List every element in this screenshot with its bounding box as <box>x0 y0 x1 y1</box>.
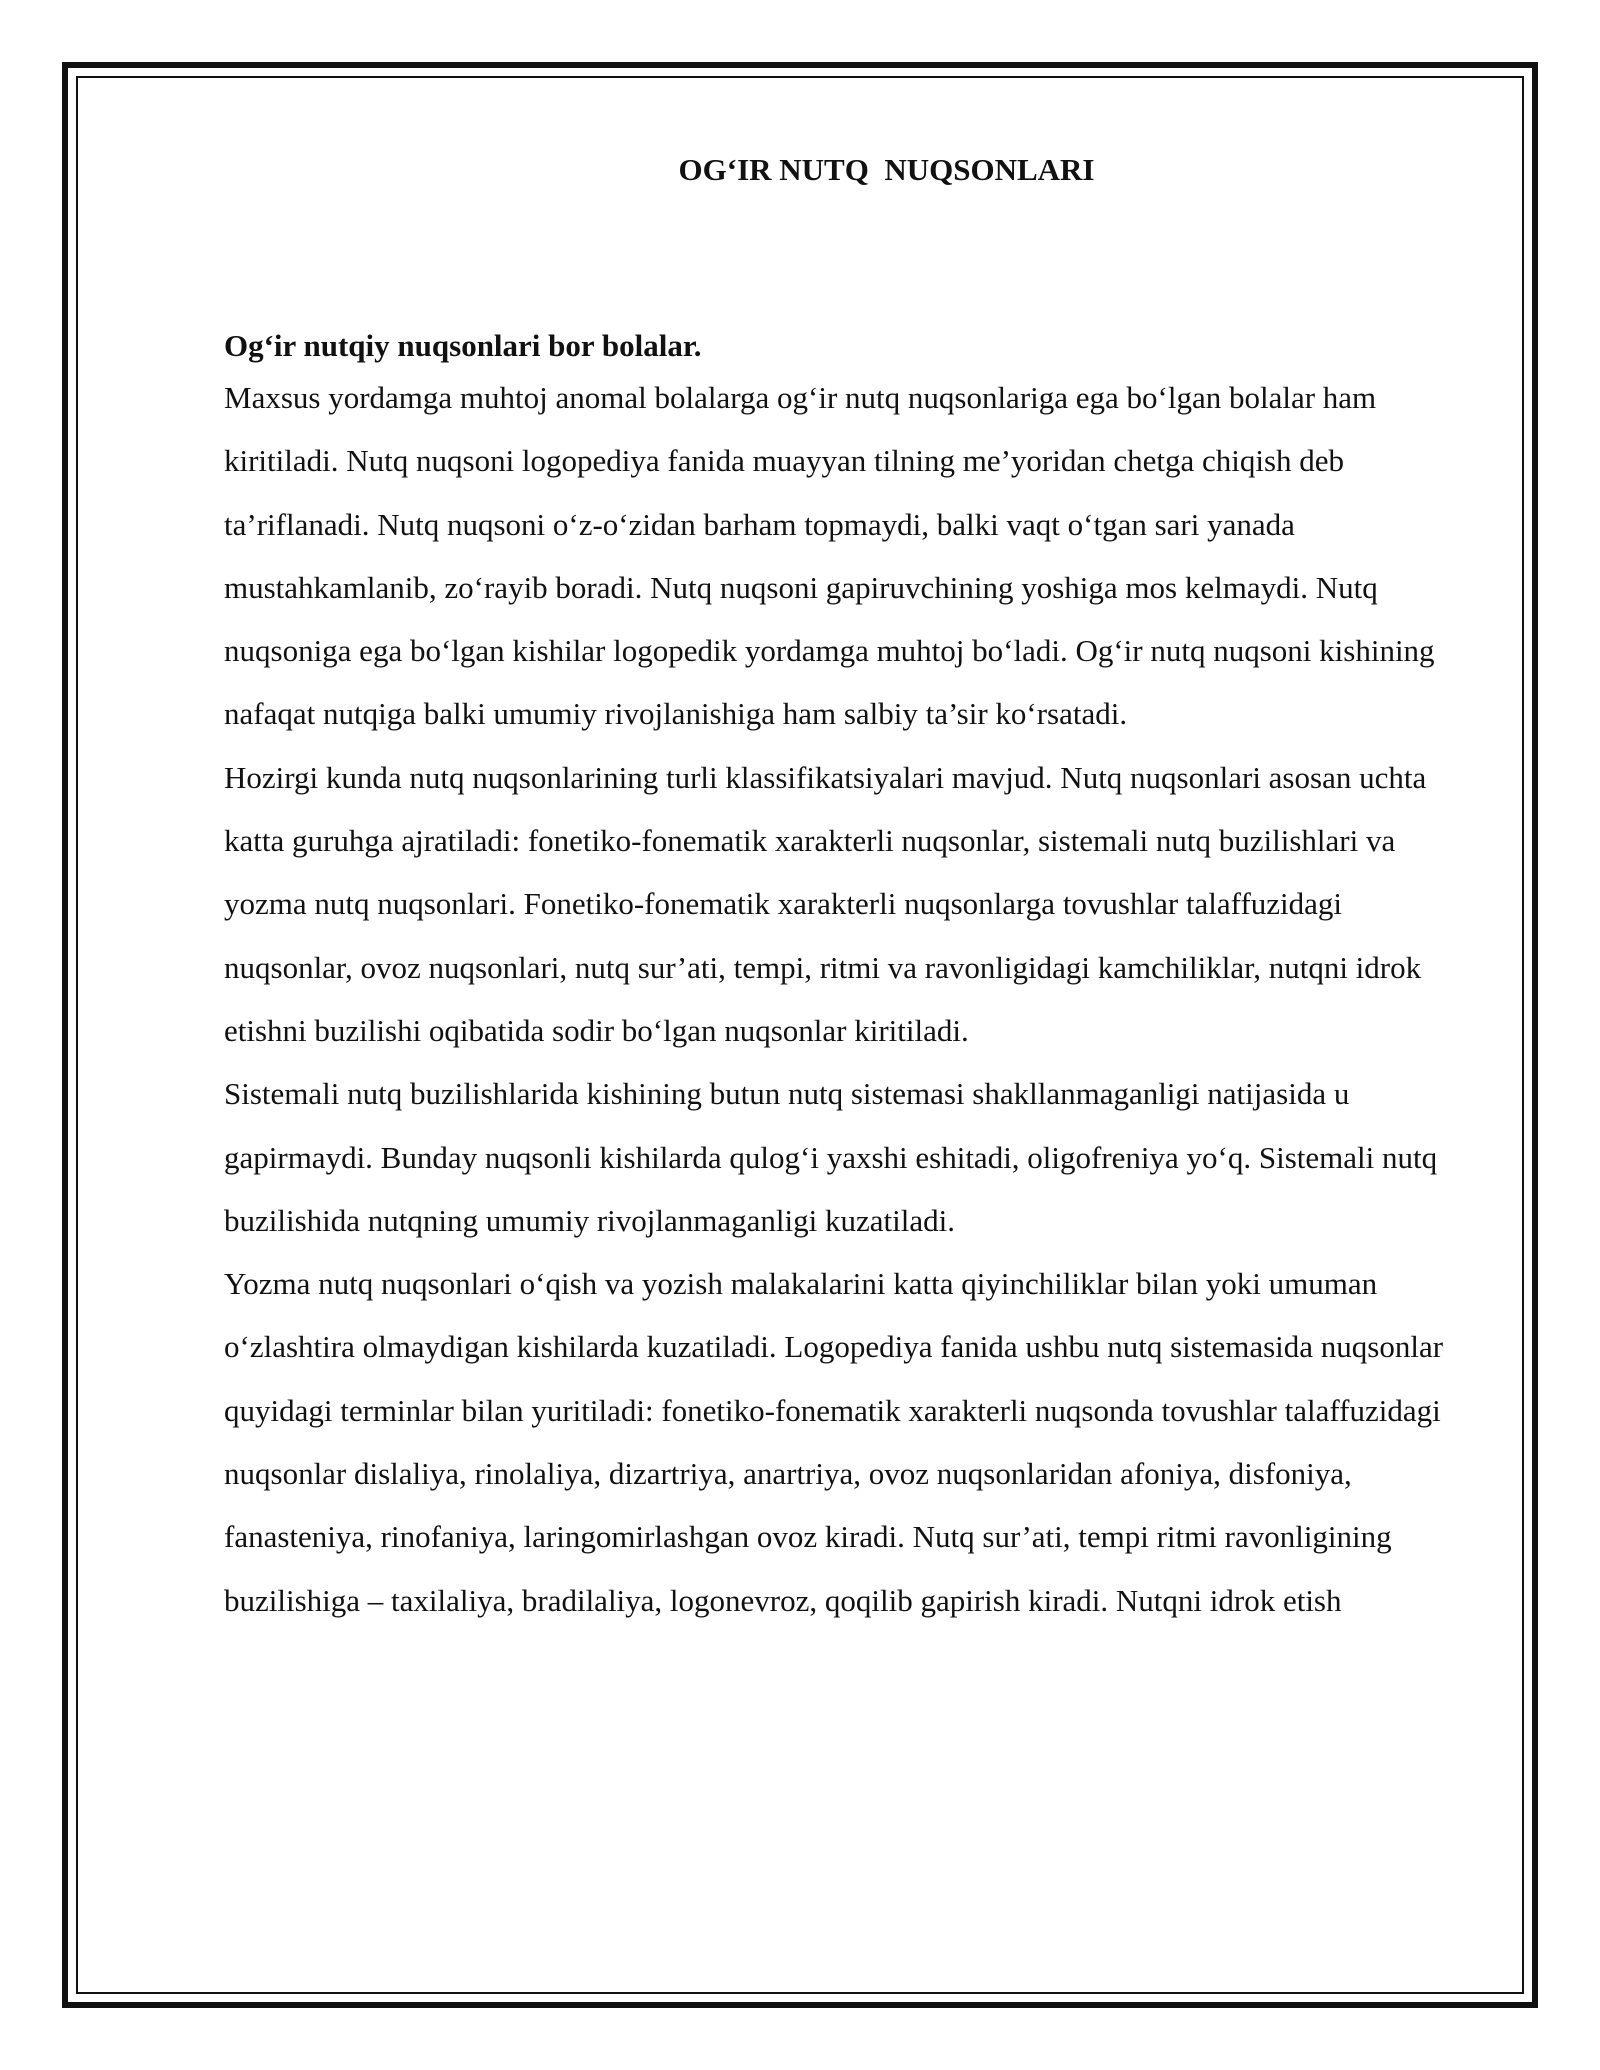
section-heading: Og‘ir nutqiy nuqsonlari bor bolalar. <box>224 328 702 363</box>
paragraph-1: Maxsus yordamga muhtoj anomal bolalarga og‘ir nutq nuqsonlariga ega bo‘lgan bolalar ham kiritiladi. Nutq nuqsoni logopediya fanida muayyan tilning me’yoridan chetga chiqish deb ta’riflanadi. Nutq nuqsoni o‘z-o‘zidan barham topmaydi, balki vaqt o‘tgan sari yanada mustahkamlanib, zo‘rayib boradi. Nutq nuqsoni gapiruvchining yoshiga mos kelmaydi. Nutq nuqsoniga ega bo‘lgan kishilar logopedik yordamga muhtoj bo‘ladi. Og‘ir nutq nuqsoni kishining nafaqat nutqiga balki umumiy rivojlanishiga ham salbiy ta’sir ko‘rsatadi. <box>224 380 1435 732</box>
page-title: OG‘IR NUTQ NUQSONLARI <box>678 152 1095 187</box>
document-body <box>224 150 1474 1632</box>
paragraph-3: Sistemali nutq buzilishlarida kishining butun nutq sistemasi shakllanmaganligi natijasida u gapirmaydi. Bunday nuqsonli kishilarda qulog‘i yaxshi eshitadi, oligofreniya yo‘q. Sistemali nutq buzilishida nutqning umumiy rivojlanmaganligi kuzatiladi. <box>224 1076 1438 1238</box>
paragraph-4: Yozma nutq nuqsonlari o‘qish va yozish malakalarini katta qiyinchiliklar bilan yoki umuman o‘zlashtira olmaydigan kishilarda kuzatiladi. Logopediya fanida ushbu nutq sistemasida nuqsonlar quyidagi terminlar bilan yuritiladi: fonetiko-fonematik xarakterli nuqsonda tovushlar talaffuzidagi nuqsonlar dislaliya, rinolaliya, dizartriya, anartriya, ovoz nuqsonlaridan afoniya, disfoniya, fanasteniya, rinofaniya, laringomirlashgan ovoz kiradi. Nutq sur’ati, tempi ritmi ravonligining buzilishiga – taxilaliya, bradilaliya, logonevroz, qoqilib gapirish kiradi. Nutqni idrok etish <box>224 1266 1444 1618</box>
paragraph-list <box>224 366 1474 1632</box>
paragraph-2: Hozirgi kunda nutq nuqsonlarining turli klassifikatsiyalari mavjud. Nutq nuqsonlari asosan uchta katta guruhga ajratiladi: fonetiko-fonematik xarakterli nuqsonlar, sistemali nutq buzilishlari va yozma nutq nuqsonlari. Fonetiko-fonematik xarakterli nuqsonlarga tovushlar talaffuzidagi nuqsonlar, ovoz nuqsonlari, nutq sur’ati, tempi, ritmi va ravonligidagi kamchiliklar, nutqni idrok etishni buzilishi oqibatida sodir bo‘lgan nuqsonlar kiritiladi. <box>224 759 1427 1048</box>
